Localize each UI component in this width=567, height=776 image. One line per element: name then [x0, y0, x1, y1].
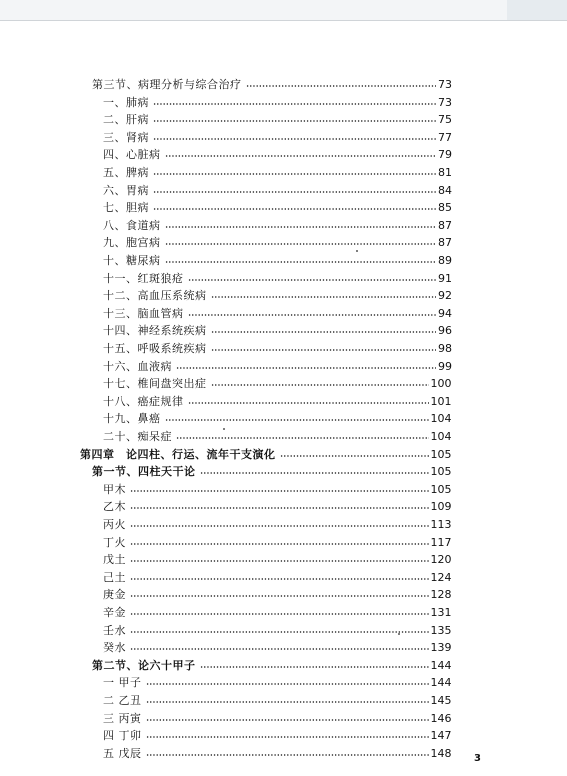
toc-entry-page: 105 [430, 465, 452, 479]
toc-entry-label: 戊土 [103, 553, 126, 567]
toc-leader-dots [130, 622, 429, 640]
toc-leader-dots [130, 516, 429, 534]
toc-entry-page: 147 [430, 729, 452, 743]
toc-entry-page: 124 [430, 570, 452, 584]
toc-entry [0, 463, 567, 481]
toc-entry-label: 二、肝病 [103, 113, 149, 127]
toc-entry-label: 第四章 论四柱、行运、流年干支演化 [80, 447, 276, 461]
toc-entry [0, 410, 567, 428]
toc-entry-label: 三、肾病 [103, 130, 149, 144]
toc-entry-page: 105 [430, 482, 452, 496]
toc-entry [0, 322, 567, 340]
toc-leader-dots [165, 252, 437, 270]
toc-entry-label: 庚金 [103, 588, 126, 602]
toc-entry-label: 二 乙丑 [103, 694, 142, 707]
toc-entry [0, 111, 567, 129]
toc-leader-dots [130, 534, 429, 552]
toc-entry-page: 87 [438, 236, 452, 250]
toc-entry [0, 586, 567, 604]
toc-entry [0, 692, 567, 710]
toc-entry-page: 89 [438, 254, 452, 267]
toc-leader-dots [146, 674, 429, 692]
toc-entry [0, 305, 567, 323]
toc-entry-page: 85 [438, 201, 452, 215]
toc-entry [0, 358, 567, 376]
toc-entry-label: 十九、鼻癌 [103, 412, 161, 426]
toc-entry-label: 十六、血液病 [103, 359, 172, 373]
toc-entry-label: 癸水 [103, 641, 126, 655]
toc-entry-page: 73 [438, 78, 452, 91]
toc-entry [0, 252, 567, 270]
toc-entry [0, 129, 567, 147]
toc-entry [0, 199, 567, 217]
toc-leader-dots [130, 604, 429, 622]
toc-leader-dots [176, 428, 429, 446]
toc-entry-label: 壬水 [103, 623, 126, 637]
toc-entry-page: 73 [438, 95, 452, 109]
toc-entry-label: 十二、高血压系统病 [103, 289, 207, 303]
toc-entry [0, 498, 567, 516]
toc-entry-page: 75 [438, 113, 452, 127]
viewer-top-bar [0, 0, 567, 21]
toc-leader-dots [246, 76, 437, 94]
top-bar-shade [507, 0, 567, 20]
toc-entry-label: 四、心脏病 [103, 148, 161, 162]
toc-entry [0, 428, 567, 446]
toc-leader-dots [165, 410, 429, 428]
toc-entry-page: 117 [430, 535, 452, 549]
toc-entry-page: 105 [430, 447, 452, 461]
toc-entry [0, 604, 567, 622]
toc-leader-dots [153, 94, 436, 112]
scan-speck [223, 428, 225, 430]
toc-entry [0, 164, 567, 182]
toc-leader-dots [165, 217, 437, 235]
toc-leader-dots [188, 270, 437, 288]
toc-leader-dots [146, 745, 429, 763]
toc-leader-dots [153, 199, 436, 217]
toc-entry-page: 128 [430, 588, 452, 602]
toc-entry [0, 217, 567, 235]
toc-leader-dots [188, 305, 437, 323]
toc-entry-label: 丙火 [103, 518, 126, 531]
toc-entry-page: 99 [438, 359, 452, 373]
toc-entry [0, 710, 567, 728]
toc-entry-page: 144 [430, 676, 452, 690]
toc-leader-dots [200, 657, 429, 675]
toc-entry-page: 81 [438, 166, 452, 179]
toc-entry-page: 113 [430, 518, 452, 531]
toc-leader-dots [211, 322, 437, 340]
toc-leader-dots [153, 182, 436, 200]
scan-speck [398, 633, 400, 635]
toc-entry-label: 辛金 [103, 606, 126, 619]
toc-leader-dots [146, 727, 429, 745]
toc-leader-dots [130, 639, 429, 657]
toc-entry-label: 十、糖尿病 [103, 254, 161, 267]
toc-leader-dots [153, 164, 436, 182]
toc-entry-page: 79 [438, 148, 452, 162]
toc-leader-dots [211, 287, 437, 305]
toc-entry-label: 一、肺病 [103, 95, 149, 109]
toc-entry-label: 十五、呼吸系统疾病 [103, 342, 207, 355]
toc-entry-label: 甲木 [103, 482, 126, 496]
toc-leader-dots [165, 146, 437, 164]
toc-entry [0, 182, 567, 200]
toc-leader-dots [211, 375, 429, 393]
toc-leader-dots [130, 586, 429, 604]
toc-leader-dots [130, 551, 429, 569]
toc-leader-dots [153, 129, 436, 147]
toc-entry-label: 十一、红斑狼疮 [103, 271, 184, 285]
toc-entry-label: 十七、椎间盘突出症 [103, 377, 207, 391]
toc-leader-dots [211, 340, 437, 358]
toc-entry-label: 一 甲子 [103, 676, 142, 690]
toc-entry-page: 101 [430, 394, 452, 408]
toc-entry-label: 第一节、四柱天干论 [92, 465, 196, 479]
toc-entry-label: 九、胞宫病 [103, 236, 161, 250]
toc-entry-page: 94 [438, 306, 452, 320]
toc-leader-dots [146, 710, 429, 728]
toc-entry [0, 270, 567, 288]
toc-entry-label: 第三节、病理分析与综合治疗 [92, 78, 242, 91]
toc-entry-page: 98 [438, 342, 452, 355]
toc-entry-page: 109 [430, 500, 452, 514]
toc-entry-page: 84 [438, 183, 452, 197]
toc-leader-dots [153, 111, 436, 129]
toc-leader-dots [146, 692, 429, 710]
toc-entry-page: 100 [430, 377, 452, 391]
toc-entry-label: 五、脾病 [103, 166, 149, 179]
toc-entry-page: 77 [438, 130, 452, 144]
toc-entry-label: 五 戊辰 [103, 746, 142, 760]
toc-entry-label: 己土 [103, 570, 126, 584]
toc-entry [0, 481, 567, 499]
toc-entry [0, 639, 567, 657]
toc-entry-label: 三 丙寅 [103, 711, 142, 725]
toc-entry-page: 139 [430, 641, 452, 655]
toc-entry-page: 144 [430, 658, 452, 672]
scan-speck [356, 250, 358, 252]
toc-leader-dots [176, 358, 436, 376]
toc-leader-dots [200, 463, 429, 481]
toc-entry [0, 551, 567, 569]
toc-entry [0, 287, 567, 305]
toc-entry-label: 丁火 [103, 535, 126, 549]
toc-entry-page: 87 [438, 218, 452, 232]
toc-leader-dots [130, 498, 429, 516]
toc-entry-label: 六、胃病 [103, 183, 149, 197]
toc-entry [0, 446, 567, 464]
toc-entry-page: 92 [438, 289, 452, 303]
toc-entry-label: 七、胆病 [103, 201, 149, 215]
page-number: 3 [474, 753, 481, 764]
toc-entry-page: 131 [430, 606, 452, 619]
toc-leader-dots [130, 481, 429, 499]
toc-entry [0, 516, 567, 534]
toc-entry [0, 727, 567, 745]
toc-entry [0, 340, 567, 358]
toc-entry-label: 十八、癌症规律 [103, 394, 184, 408]
toc-entry [0, 234, 567, 252]
toc-entry-label: 四 丁卯 [103, 729, 142, 743]
toc-entry-label: 第二节、论六十甲子 [92, 658, 196, 672]
toc-entry [0, 745, 567, 763]
toc-entry [0, 657, 567, 675]
toc-entry-page: 135 [430, 623, 452, 637]
toc-entry [0, 94, 567, 112]
toc-entry-label: 十三、脑血管病 [103, 306, 184, 320]
toc-leader-dots [280, 446, 429, 464]
toc-entry-page: 104 [430, 412, 452, 426]
toc-entry-page: 104 [430, 430, 452, 443]
toc-entry [0, 146, 567, 164]
toc-leader-dots [165, 234, 437, 252]
toc-entry [0, 76, 567, 94]
toc-entry [0, 674, 567, 692]
toc-entry-page: 148 [430, 746, 452, 760]
toc-entry-label: 八、食道病 [103, 218, 161, 232]
toc-leader-dots [130, 569, 429, 587]
toc-entry-page: 145 [430, 694, 452, 707]
toc-entry [0, 622, 567, 640]
toc-entry [0, 534, 567, 552]
toc-entry [0, 569, 567, 587]
toc-entry-label: 二十、痴呆症 [103, 430, 172, 443]
toc-entry-page: 120 [430, 553, 452, 567]
toc-entry-page: 96 [438, 324, 452, 338]
toc-entry-page: 91 [438, 271, 452, 285]
toc-entry [0, 375, 567, 393]
toc-entry-page: 146 [430, 711, 452, 725]
toc-entry-label: 乙木 [103, 500, 126, 514]
toc-entry [0, 393, 567, 411]
toc-entry-label: 十四、神经系统疾病 [103, 324, 207, 338]
toc-leader-dots [188, 393, 429, 411]
